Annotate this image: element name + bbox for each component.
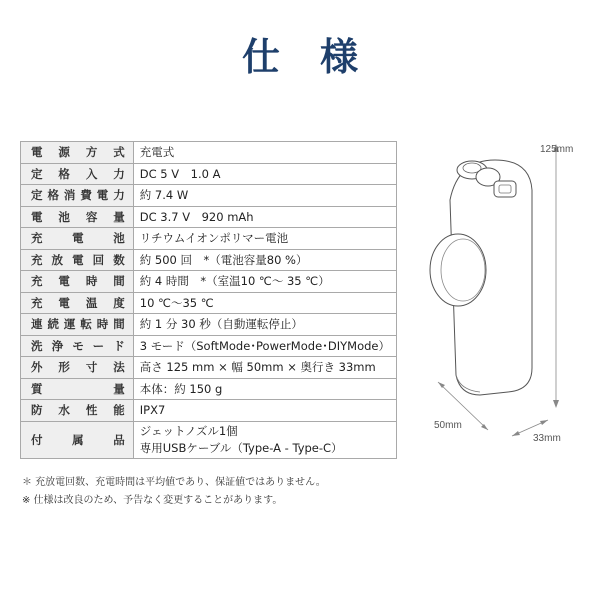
spec-label: 充放電回数 (21, 249, 134, 271)
notes (22, 474, 326, 510)
spec-value: 3 モード（SoftMode･PowerMode･DIYMode） (133, 335, 396, 357)
spec-row (21, 142, 397, 164)
spec-row (21, 400, 397, 422)
spec-table (20, 141, 397, 459)
spec-row (21, 163, 397, 185)
spec-value: 約 7.4 W (133, 185, 396, 207)
device-illustration (400, 130, 590, 450)
width-label: 50mm (434, 420, 462, 431)
spec-value: 充電式 (133, 142, 396, 164)
note-average: ＊ 充放電回数、充電時間は平均値であり、保証値ではありません。 (22, 477, 326, 488)
spec-label: 付属品 (21, 421, 134, 458)
spec-row (21, 271, 397, 293)
spec-row (21, 335, 397, 357)
spec-value: 約 1 分 30 秒（自動運転停止） (133, 314, 396, 336)
spec-row (21, 421, 397, 458)
spec-row (21, 228, 397, 250)
spec-value (133, 421, 396, 458)
spec-value: 高さ 125 mm × 幅 50mm × 奥行き 33mm (133, 357, 396, 379)
spec-value: 本体：約 150 g (133, 378, 396, 400)
spec-label: 充電時間 (21, 271, 134, 293)
spec-label: 充電池 (21, 228, 134, 250)
spec-value: IPX7 (133, 400, 396, 422)
spec-label: 充電温度 (21, 292, 134, 314)
spec-row (21, 206, 397, 228)
note-change: ※ 仕様は改良のため、予告なく変更することがあります。 (22, 495, 283, 506)
spec-value: DC 3.7 V 920 mAh (133, 206, 396, 228)
spec-label: 定格消費電力 (21, 185, 134, 207)
spec-row (21, 185, 397, 207)
spec-value-line: 専用USBケーブル（Type-A - Type-C） (139, 440, 343, 455)
depth-label: 33mm (533, 433, 561, 444)
spec-label: 外形寸法 (21, 357, 134, 379)
spec-label: 防水性能 (21, 400, 134, 422)
spec-value: 約 500 回 *（電池容量80 %） (133, 249, 396, 271)
spec-value: リチウムイオンポリマー電池 (133, 228, 396, 250)
spec-row (21, 314, 397, 336)
spec-label: 電池容量 (21, 206, 134, 228)
spec-label: 連続運転時間 (21, 314, 134, 336)
spec-value-line: ジェットノズル1個 (139, 423, 238, 438)
spec-row (21, 292, 397, 314)
spec-row (21, 249, 397, 271)
spec-label: 電源方式 (21, 142, 134, 164)
spec-value: 10 ℃～35 ℃ (133, 292, 396, 314)
spec-value: DC 5 V 1.0 A (133, 163, 396, 185)
spec-label: 質量 (21, 378, 134, 400)
spec-label: 定格入力 (21, 163, 134, 185)
spec-value: 約 4 時間 *（室温10 ℃～ 35 ℃） (133, 271, 396, 293)
page-title: 仕様 (241, 34, 398, 79)
spec-row (21, 357, 397, 379)
spec-row (21, 378, 397, 400)
spec-label: 洗浄モード (21, 335, 134, 357)
height-label: 125mm (540, 144, 574, 155)
